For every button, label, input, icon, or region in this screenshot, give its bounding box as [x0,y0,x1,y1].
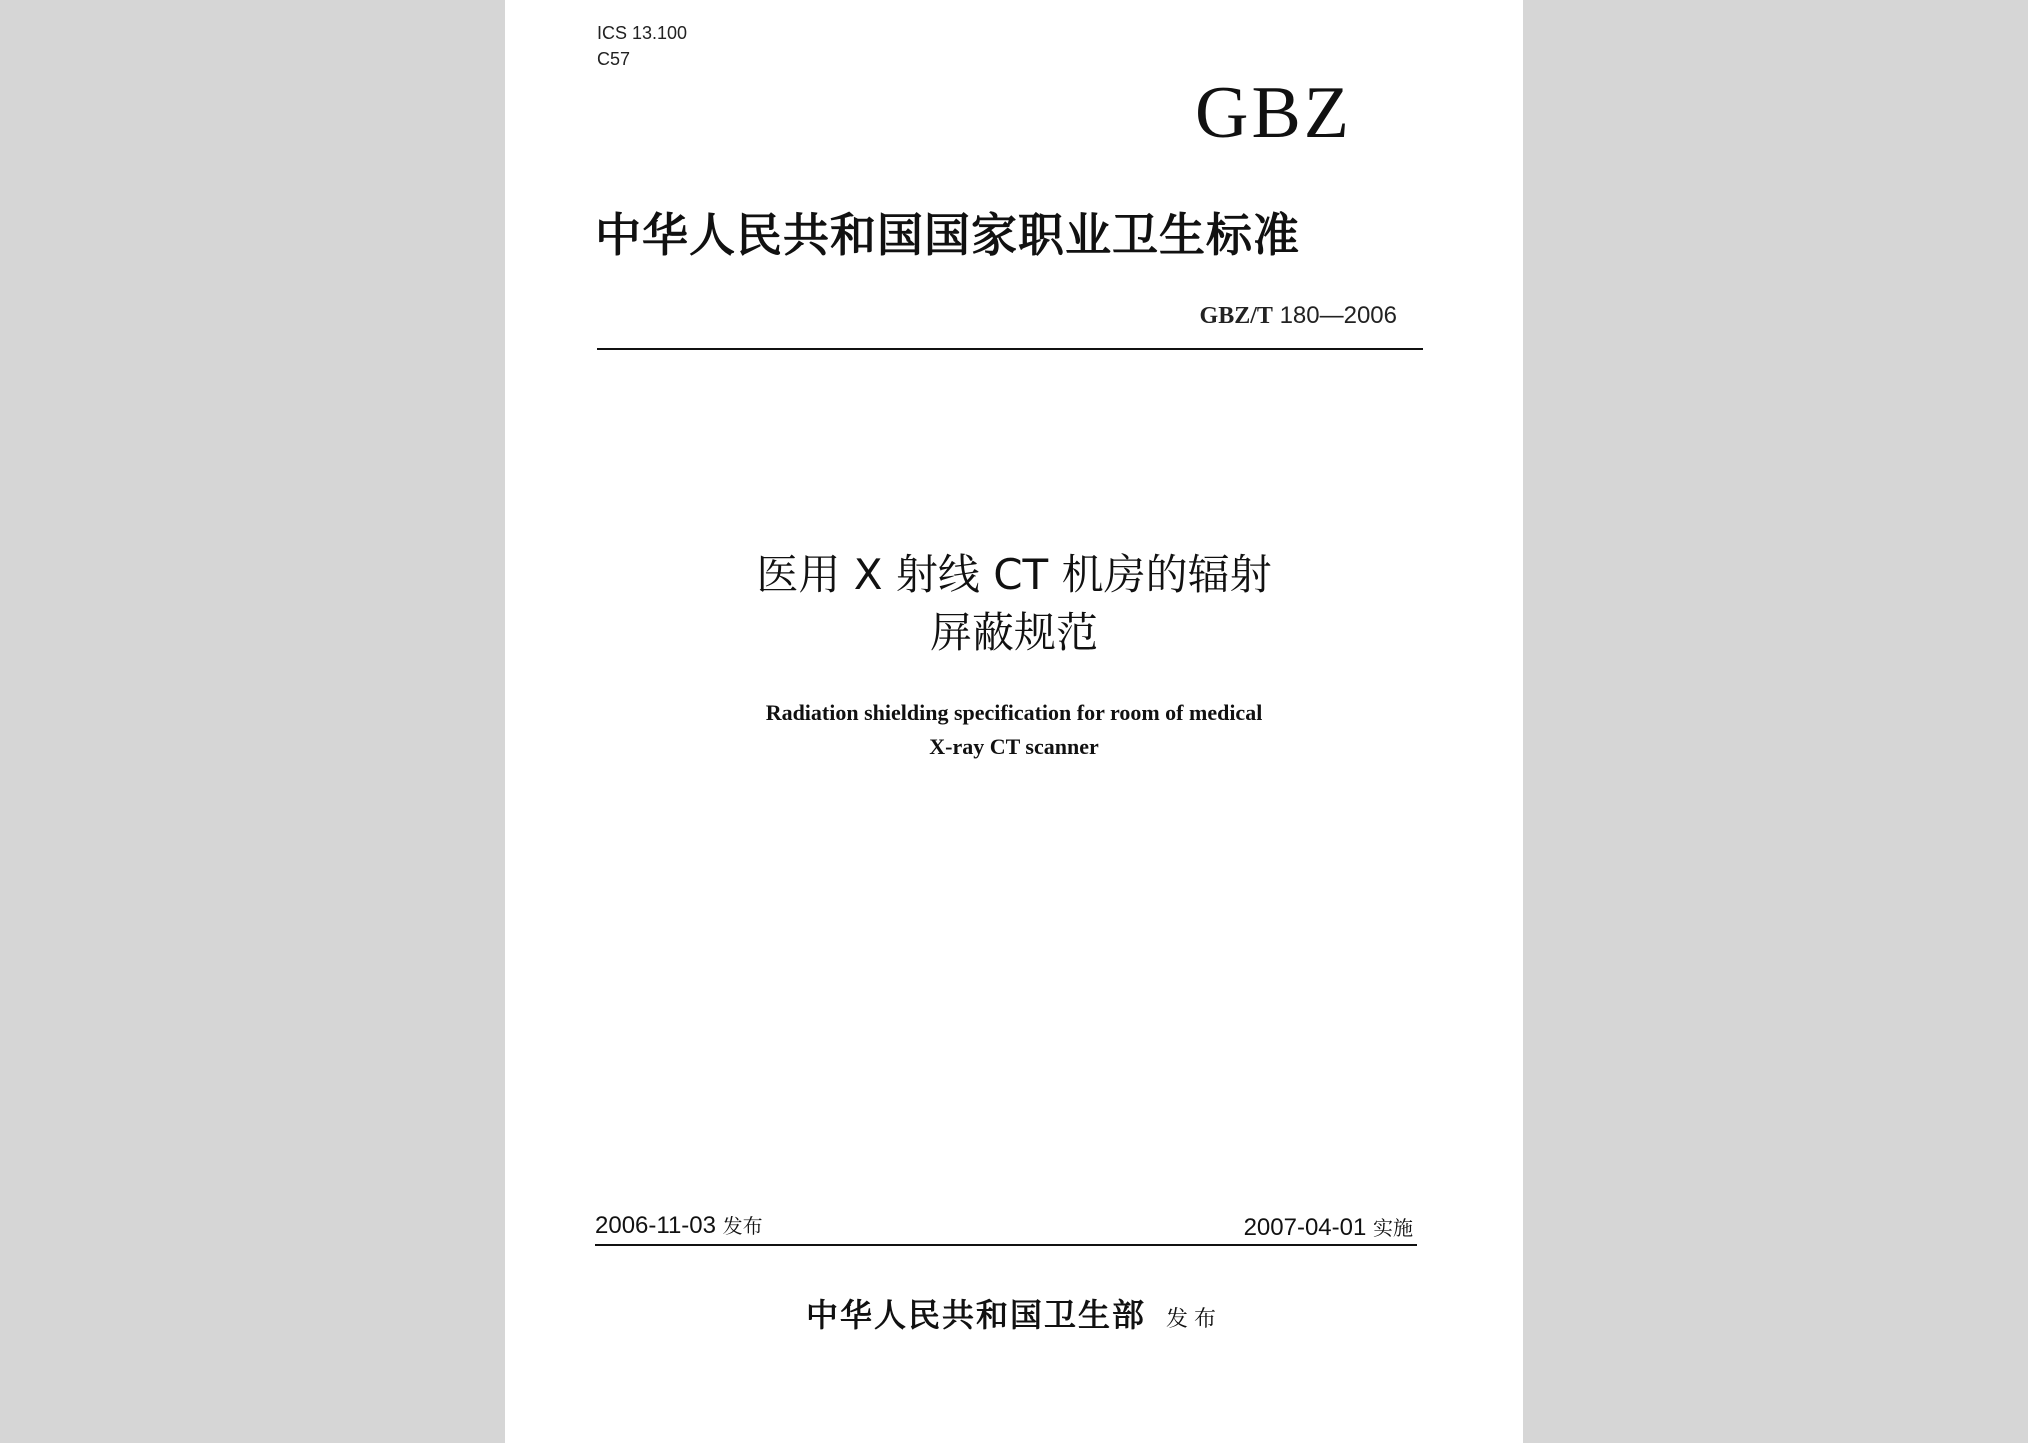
document-title-en-line1: Radiation shielding specification for room of medical [765,700,1263,725]
publisher [505,1290,1523,1336]
issue-date-value: 2006-11-03 [595,1212,716,1239]
classification-codes [597,20,687,72]
issue-date-label: 发布 [722,1216,763,1238]
standard-code-number: 180—2006 [1279,302,1397,329]
standard-category-title: 中华人民共和国国家职业卫生标准 [595,208,1300,262]
document-title-cn-line2: 屏蔽规范 [929,608,1098,657]
implementation-date-label: 实施 [1373,1218,1413,1240]
header-divider [597,348,1423,350]
document-title-cn-line1: 医用 X 射线 CT 机房的辐射 [756,550,1272,599]
implementation-date-value: 2007-04-01 [1243,1214,1367,1241]
publisher-suffix: 发布 [1166,1307,1223,1332]
document-page [505,0,1523,1443]
document-title-en [505,696,1523,764]
ics-code: ICS 13.100 [597,23,688,43]
standard-code-prefix: GBZ/T [1199,303,1273,329]
footer-divider [595,1244,1417,1246]
ccs-code: C57 [597,49,631,69]
implementation-date [1244,1212,1413,1242]
issue-date [595,1210,763,1240]
publisher-name: 中华人民共和国卫生部 [805,1296,1146,1334]
gbz-logo: GBZ [1195,72,1352,154]
document-title-cn [505,546,1523,662]
document-title-en-line2: X-ray CT scanner [929,734,1099,759]
standard-code [1200,302,1397,330]
